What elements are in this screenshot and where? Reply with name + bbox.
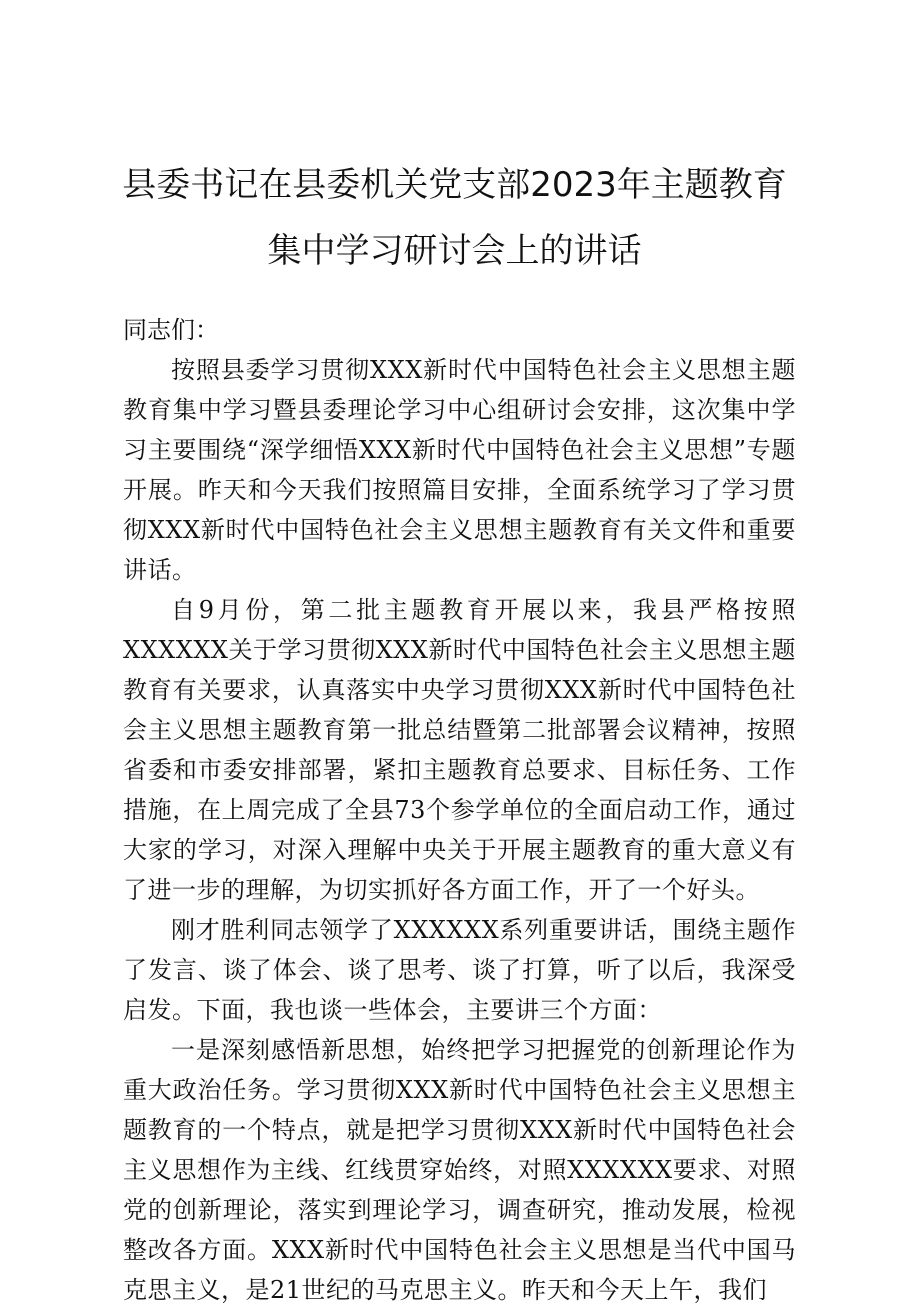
document-body xyxy=(123,310,796,1310)
document-title-line-2: 集中学习研讨会上的讲话 xyxy=(267,231,642,271)
paragraph-1: 按照县委学习贯彻XXX新时代中国特色社会主义思想主题教育集中学习暨县委理论学习中心组研讨会安排，这次集中学习主要围绕“深学细悟XXX新时代中国特色社会主义思想”专题开展。昨天和今天我们按照篇目安排，全面系统学习了学习贯彻XXX新时代中国特色社会主义思想主题教育有关文件和重要讲话。 xyxy=(123,356,796,584)
document-title-line-1: 县委书记在县委机关党支部2023年主题教育 xyxy=(122,165,787,205)
paragraph-4: 一是深刻感悟新思想，始终把学习把握党的创新理论作为重大政治任务。学习贯彻XXX新时代中国特色社会主义思想主题教育的一个特点，就是把学习贯彻XXX新时代中国特色社会主义思想作为主线、红线贯穿始终，对照XXXXXX要求、对照党的创新理论，落实到理论学习，调查研究，推动发展，检视整改各方面。XXX新时代中国特色社会主义思想是当代中国马克思主义，是21世纪的马克思主义。昨天和今天上午，我们 xyxy=(123,1036,796,1304)
salutation: 同志们： xyxy=(123,316,219,344)
paragraph-2: 自9月份，第二批主题教育开展以来，我县严格按照XXXXXX关于学习贯彻XXX新时代中国特色社会主义思想主题教育有关要求，认真落实中央学习贯彻XXX新时代中国特色社会主义思想主题教育第一批总结暨第二批部署会议精神，按照省委和市委安排部署，紧扣主题教育总要求、目标任务、工作措施，在上周完成了全县73个参学单位的全面启动工作，通过大家的学习，对深入理解中央关于开展主题教育的重大意义有了进一步的理解，为切实抓好各方面工作，开了一个好头。 xyxy=(123,596,796,904)
paragraph-3: 刚才胜利同志领学了XXXXXX系列重要讲话，围绕主题作了发言、谈了体会、谈了思考、谈了打算，听了以后，我深受启发。下面，我也谈一些体会，主要讲三个方面： xyxy=(123,916,796,1024)
